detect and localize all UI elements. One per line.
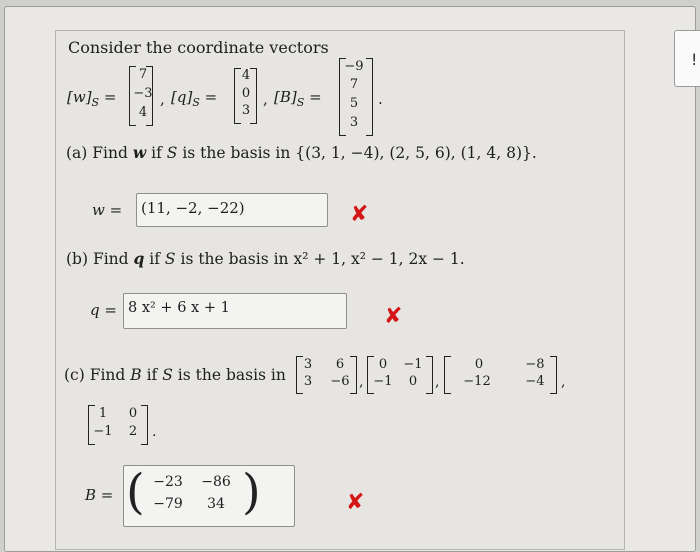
m3-entry-22: −4 bbox=[525, 374, 545, 389]
answer-entry-21: −79 bbox=[153, 496, 183, 512]
w-entry-1: 7 bbox=[138, 67, 148, 82]
B-entry-1: −9 bbox=[344, 59, 364, 74]
answer-entry-11: −23 bbox=[153, 474, 183, 490]
m4-entry-12: 0 bbox=[128, 406, 138, 421]
B-entry-3: 5 bbox=[349, 96, 359, 111]
basis-matrix-3-bracket-left bbox=[444, 356, 451, 394]
answer-entry-22: 34 bbox=[207, 496, 225, 512]
comma-m3: , bbox=[561, 374, 566, 390]
answer-paren-right: ) bbox=[242, 464, 261, 520]
part-c-prompt: (c) Find B if S is the basis in bbox=[64, 366, 286, 384]
part-a-answer-label: w = bbox=[92, 201, 123, 219]
period-1: . bbox=[378, 90, 383, 108]
B-entry-4: 3 bbox=[349, 115, 359, 130]
w-entry-2: −3 bbox=[133, 86, 153, 101]
q-entry-3: 3 bbox=[241, 103, 251, 118]
q-entry-1: 4 bbox=[241, 68, 251, 83]
w-vector-label: $[w]_S$ = bbox=[67, 88, 117, 109]
B-entry-2: 7 bbox=[349, 77, 359, 92]
answer-paren-left: ( bbox=[126, 464, 145, 520]
side-panel-icon: ! bbox=[691, 50, 698, 69]
part-b-answer-value: 8 x² + 6 x + 1 bbox=[128, 300, 230, 316]
part-c-answer-label: B = bbox=[85, 486, 114, 504]
q-entry-2: 0 bbox=[241, 86, 251, 101]
m2-entry-12: −1 bbox=[403, 357, 423, 372]
comma-1: , bbox=[160, 90, 165, 108]
m1-entry-12: 6 bbox=[335, 357, 345, 372]
comma-m2: , bbox=[435, 374, 440, 390]
m4-entry-21: −1 bbox=[93, 424, 113, 439]
part-a-answer-value: (11, −2, −22) bbox=[141, 199, 245, 217]
comma-2: , bbox=[263, 90, 268, 108]
part-b-incorrect-icon: ✘ bbox=[384, 304, 403, 329]
basis-matrix-3-bracket-right bbox=[550, 356, 557, 394]
m1-entry-11: 3 bbox=[303, 357, 313, 372]
B-vector-label: $[B]_S$ = bbox=[274, 88, 322, 109]
m4-entry-22: 2 bbox=[128, 424, 138, 439]
m4-entry-11: 1 bbox=[98, 406, 108, 421]
w-entry-3: 4 bbox=[138, 105, 148, 120]
m2-entry-21: −1 bbox=[373, 374, 393, 389]
m1-entry-21: 3 bbox=[303, 374, 313, 389]
part-a-incorrect-icon: ✘ bbox=[350, 202, 369, 227]
period-2: . bbox=[152, 424, 157, 440]
q-vector-label: $[q]_S$ = bbox=[171, 88, 218, 109]
intro-text: Consider the coordinate vectors bbox=[68, 38, 329, 57]
m2-entry-11: 0 bbox=[378, 357, 388, 372]
comma-m1: , bbox=[359, 374, 364, 390]
part-b-answer-label: q = bbox=[90, 301, 117, 319]
part-c-incorrect-icon: ✘ bbox=[346, 490, 365, 515]
part-a-prompt: (a) Find w if S is the basis in {(3, 1, −4), (2, 5, 6), (1, 4, 8)}. bbox=[66, 143, 537, 162]
m3-entry-21: −12 bbox=[463, 374, 491, 389]
m2-entry-22: 0 bbox=[408, 374, 418, 389]
m1-entry-22: −6 bbox=[330, 374, 350, 389]
m3-entry-12: −8 bbox=[525, 357, 545, 372]
answer-entry-12: −86 bbox=[201, 474, 231, 490]
m3-entry-11: 0 bbox=[474, 357, 484, 372]
part-b-prompt: (b) Find q if S is the basis in x² + 1, x² − 1, 2x − 1. bbox=[66, 249, 465, 268]
